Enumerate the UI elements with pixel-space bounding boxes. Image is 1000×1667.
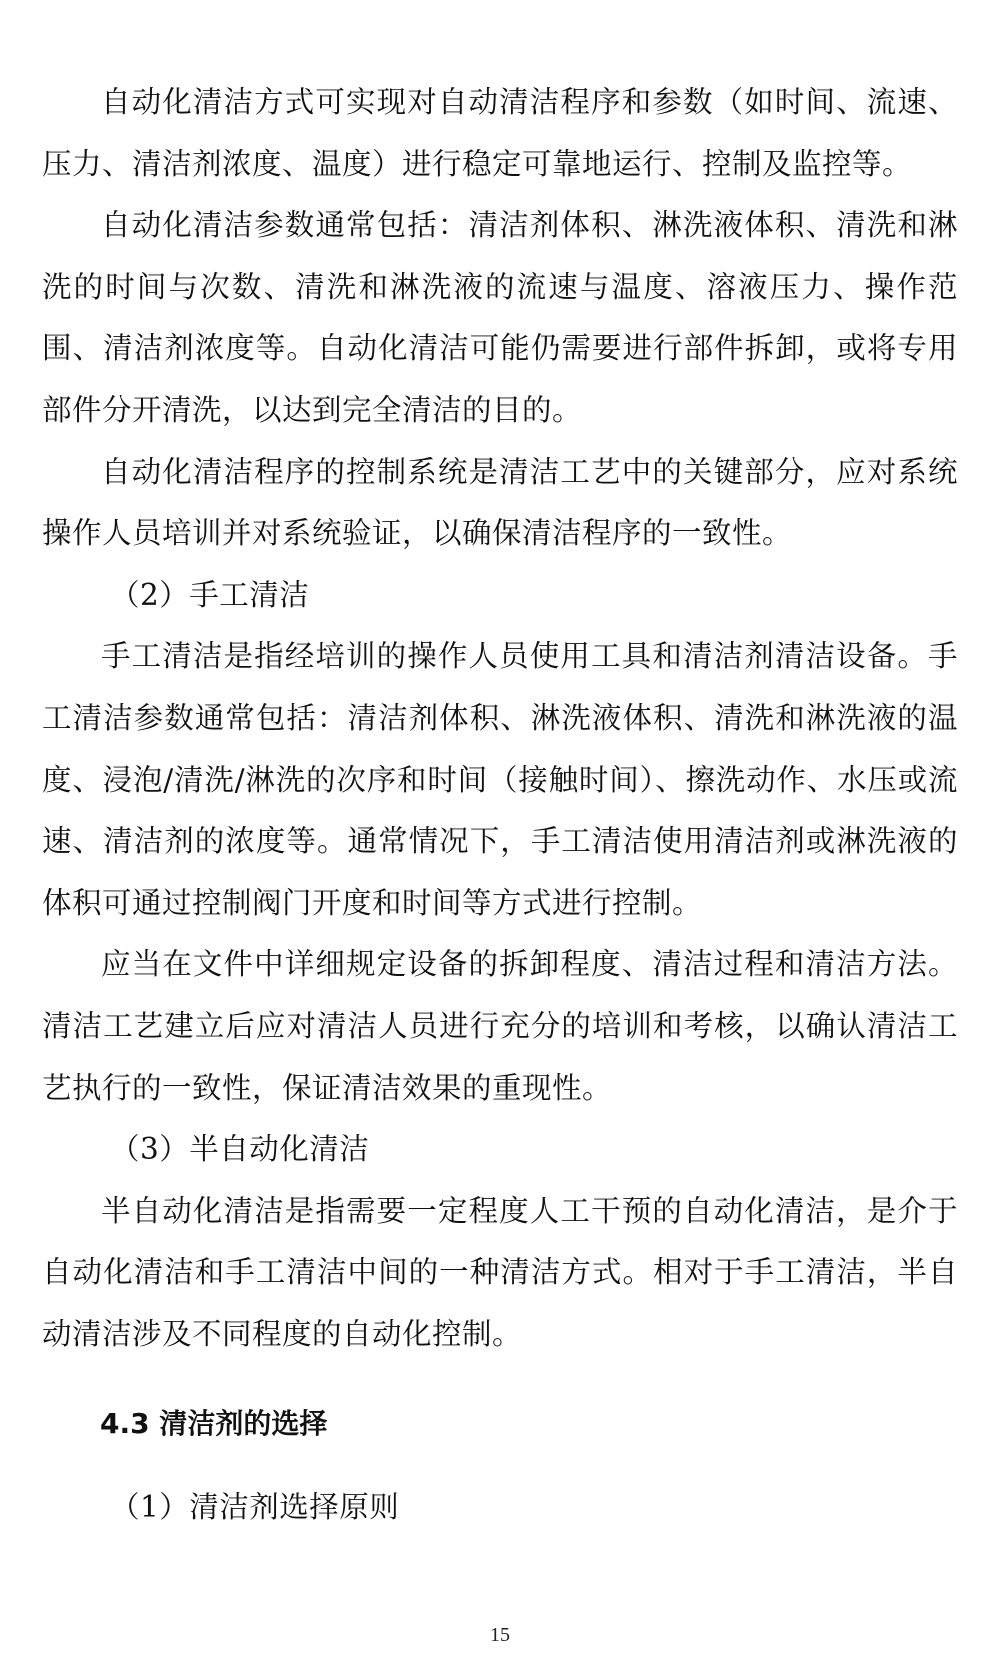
paragraph-automated-parameters: 自动化清洁参数通常包括：清洁剂体积、淋洗液体积、清洗和淋洗的时间与次数、清洗和淋洗液的流速与温度、溶液压力、操作范围、清洁剂浓度等。自动化清洁可能仍需要进行部件拆卸，或将专用部件分开清洗，以达到完全清洁的目的。 [42,208,958,427]
paragraph-manual-definition: 手工清洁是指经培训的操作人员使用工具和清洁剂清洁设备。手工清洁参数通常包括：清洁剂体积、淋洗液体积、清洗和淋洗液的温度、浸泡/清洗/淋洗的次序和时间（接触时间）、擦洗动作、水压或流速、清洁剂的浓度等。通常情况下，手工清洁使用清洁剂或淋洗液的体积可通过控制阀门开度和时间等方式进行控制。 [42,639,958,920]
subheading-selection-principle: （1）清洁剂选择原则 [110,1490,400,1525]
subheading-manual-cleaning: （2）手工清洁 [110,577,310,612]
spacer [42,1455,958,1477]
paragraph-semi-automated-definition: 半自动化清洁是指需要一定程度人工干预的自动化清洁，是介于自动化清洁和手工清洁中间的一种清洁方式。相对于手工清洁，半自动清洁涉及不同程度的自动化控制。 [42,1193,958,1351]
paragraph-manual-documentation: 应当在文件中详细规定设备的拆卸程度、清洁过程和清洁方法。清洁工艺建立后应对清洁人员进行充分的培训和考核，以确认清洁工艺执行的一致性，保证清洁效果的重现性。 [42,947,958,1105]
page-number: 15 [490,1624,510,1646]
page-content [42,72,958,1539]
section-heading-detergent-selection: 4.3 清洁剂的选择 [100,1407,328,1441]
paragraph-automated-control-system: 自动化清洁程序的控制系统是清洁工艺中的关键部分，应对系统操作人员培训并对系统验证，以确保清洁程序的一致性。 [42,454,958,551]
subheading-semi-automated-cleaning: （3）半自动化清洁 [110,1132,370,1167]
paragraph-automated-method: 自动化清洁方式可实现对自动清洁程序和参数（如时间、流速、压力、清洁剂浓度、温度）进行稳定可靠地运行、控制及监控等。 [42,85,958,181]
spacer [42,1365,958,1393]
